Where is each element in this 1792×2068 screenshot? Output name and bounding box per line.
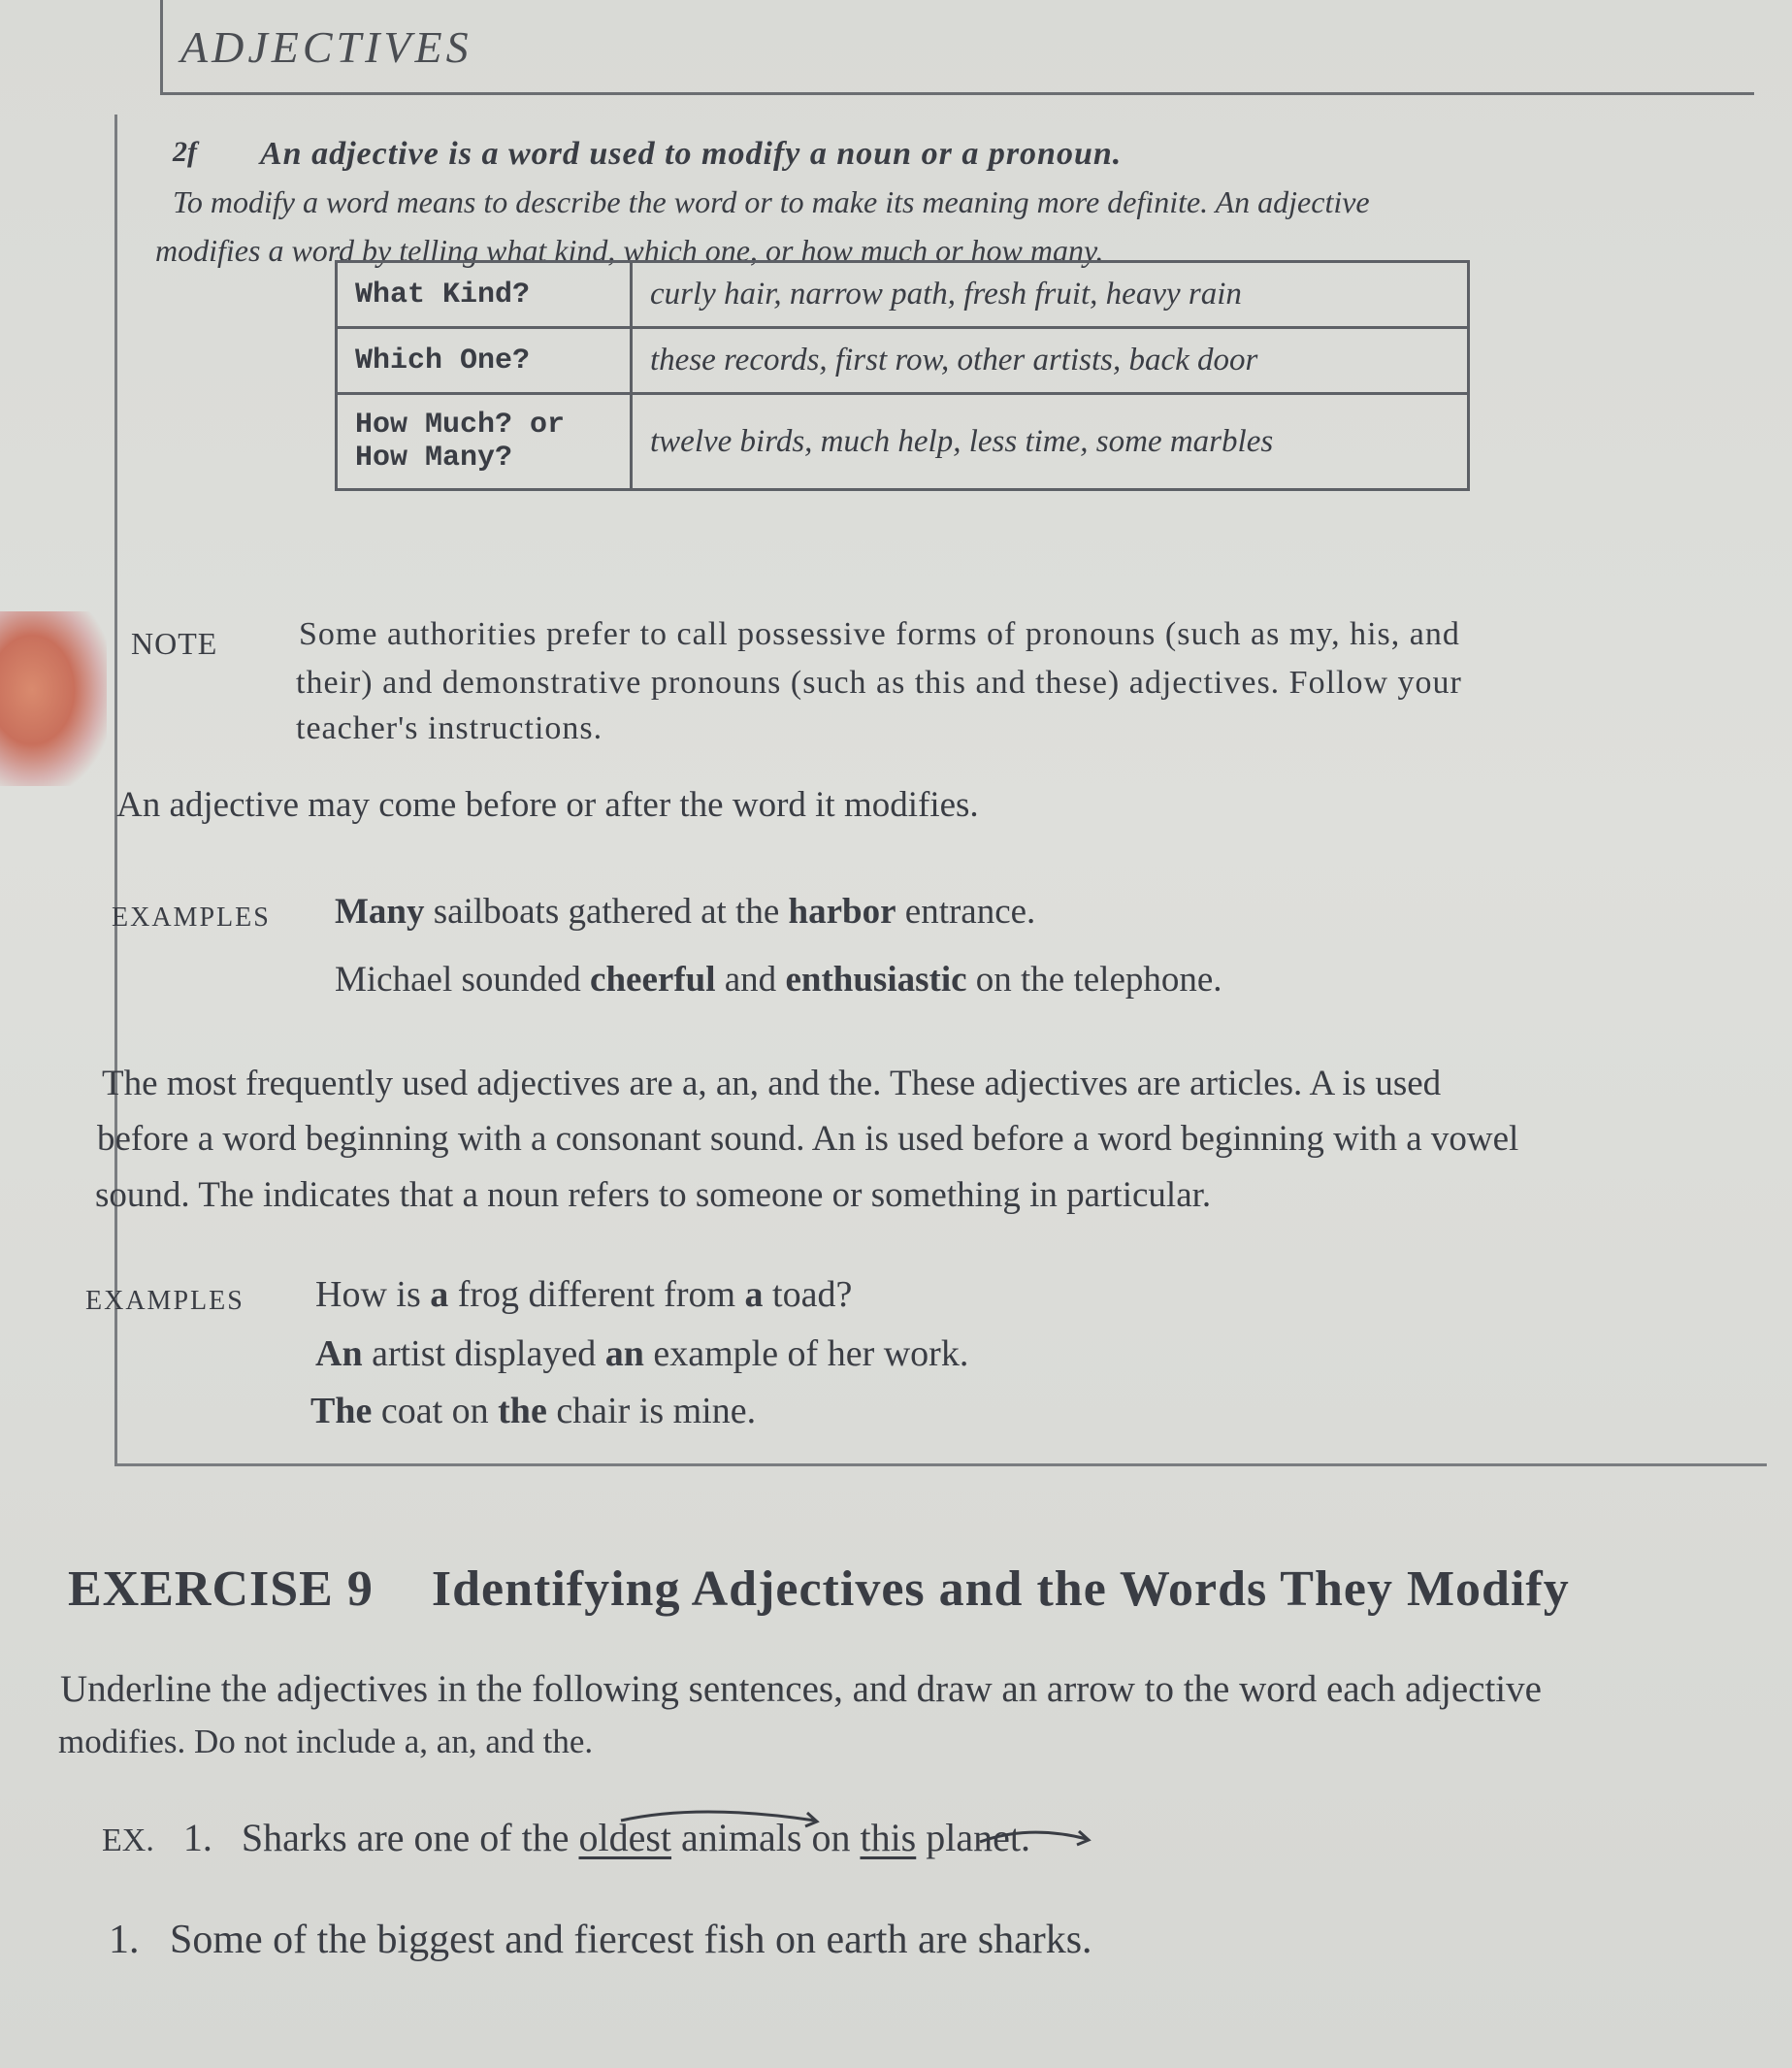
adjective-kinds-table <box>335 260 1470 491</box>
text-run: How is <box>315 1274 431 1315</box>
exercise-heading <box>68 1560 1570 1618</box>
table-row <box>337 328 1469 394</box>
example-sentence <box>315 1273 852 1316</box>
text-run: and <box>715 960 786 1000</box>
text-run: on the telephone. <box>966 960 1222 1000</box>
exercise-number: EXERCISE 9 <box>68 1561 374 1617</box>
example-sentence <box>335 959 1222 1001</box>
bold-word: The <box>310 1391 373 1431</box>
definition-line-1: To modify a word means to describe the word or to make its meaning more definite. An adjective <box>173 184 1370 219</box>
table-question-cell: What Kind? <box>337 262 632 328</box>
table-row <box>337 394 1469 490</box>
example-sentence <box>315 1332 968 1375</box>
note-label: NOTE <box>131 626 218 661</box>
text-run: artist displayed <box>362 1333 605 1374</box>
bold-word: a <box>744 1274 764 1315</box>
bold-word: cheerful <box>590 960 716 1000</box>
examples-label: EXAMPLES <box>112 903 271 933</box>
text-run: example of her work. <box>643 1333 969 1374</box>
articles-line-1: The most frequently used adjectives are a, an, and the. These adjectives are articles. A is used <box>102 1064 1442 1103</box>
note-line-2: their) and demonstrative pronouns (such as this and these) adjectives. Follow your <box>296 665 1462 701</box>
bold-word: harbor <box>788 892 896 932</box>
sample-label: EX. <box>102 1822 154 1858</box>
text-run: coat on <box>372 1391 499 1431</box>
definition-line-2: modifies a word by telling what kind, which one, or how much or how many. <box>155 233 1104 268</box>
rule-number: 2f <box>173 136 197 168</box>
exercise-item <box>109 1917 1092 1963</box>
text-run: chair is mine. <box>546 1391 757 1431</box>
exercise-sample <box>102 1815 1030 1860</box>
note-line-1: Some authorities prefer to call possessive forms of pronouns (such as my, his, and <box>299 616 1460 652</box>
instructions-line-2: modifies. Do not include a, an, and the. <box>58 1723 594 1760</box>
examples-label: EXAMPLES <box>85 1286 244 1316</box>
table-row <box>337 262 1469 328</box>
bold-word: An <box>315 1333 363 1374</box>
table-examples-cell: these records, first row, other artists, back door <box>632 328 1469 394</box>
underlined-adjective: this <box>860 1816 917 1859</box>
example-sentence <box>335 891 1035 933</box>
table-question-cell: How Much? or How Many? <box>337 394 632 490</box>
table-examples-cell: curly hair, narrow path, fresh fruit, heavy rain <box>632 262 1469 328</box>
exercise-title: Identifying Adjectives and the Words They Modify <box>431 1561 1570 1617</box>
bold-word: a <box>430 1274 449 1315</box>
text-run: Michael sounded <box>335 960 591 1000</box>
articles-line-2: before a word beginning with a consonant sound. An is used before a word beginning with a vowel <box>97 1119 1519 1159</box>
section-header <box>160 0 1754 95</box>
section-title: ADJECTIVES <box>180 22 472 72</box>
arrowhead-icon <box>1077 1831 1089 1845</box>
item-text: Some of the biggest and fiercest fish on earth are sharks. <box>170 1918 1092 1962</box>
underlined-adjective: oldest <box>578 1816 672 1859</box>
text-run: sailboats gathered at the <box>424 892 789 932</box>
text-run: toad? <box>763 1274 853 1315</box>
finger-shadow <box>0 611 107 786</box>
text-run: entrance. <box>896 892 1036 932</box>
text-run: planet. <box>916 1816 1030 1859</box>
instructions-line-1: Underline the adjectives in the following sentences, and draw an arrow to the word each adjective <box>60 1668 1542 1710</box>
note-line-3: teacher's instructions. <box>296 710 603 746</box>
table-question-cell: Which One? <box>337 328 632 394</box>
table-examples-cell: twelve birds, much help, less time, some marbles <box>632 394 1469 490</box>
articles-line-3: sound. The indicates that a noun refers to someone or something in particular. <box>95 1175 1212 1215</box>
text-run: animals on <box>671 1816 861 1859</box>
text-run: frog different from <box>448 1274 745 1315</box>
sample-number: 1. <box>182 1816 212 1859</box>
bold-word: enthusiastic <box>785 960 967 1000</box>
bold-word: Many <box>335 892 425 932</box>
example-sentence <box>310 1390 756 1432</box>
bold-word: the <box>498 1391 547 1431</box>
position-text: An adjective may come before or after the word it modifies. <box>116 785 979 825</box>
text-run: Sharks are one of the <box>241 1816 579 1859</box>
bold-word: an <box>604 1333 644 1374</box>
rule-statement: An adjective is a word used to modify a noun or a pronoun. <box>260 136 1123 172</box>
item-number: 1. <box>109 1918 140 1962</box>
